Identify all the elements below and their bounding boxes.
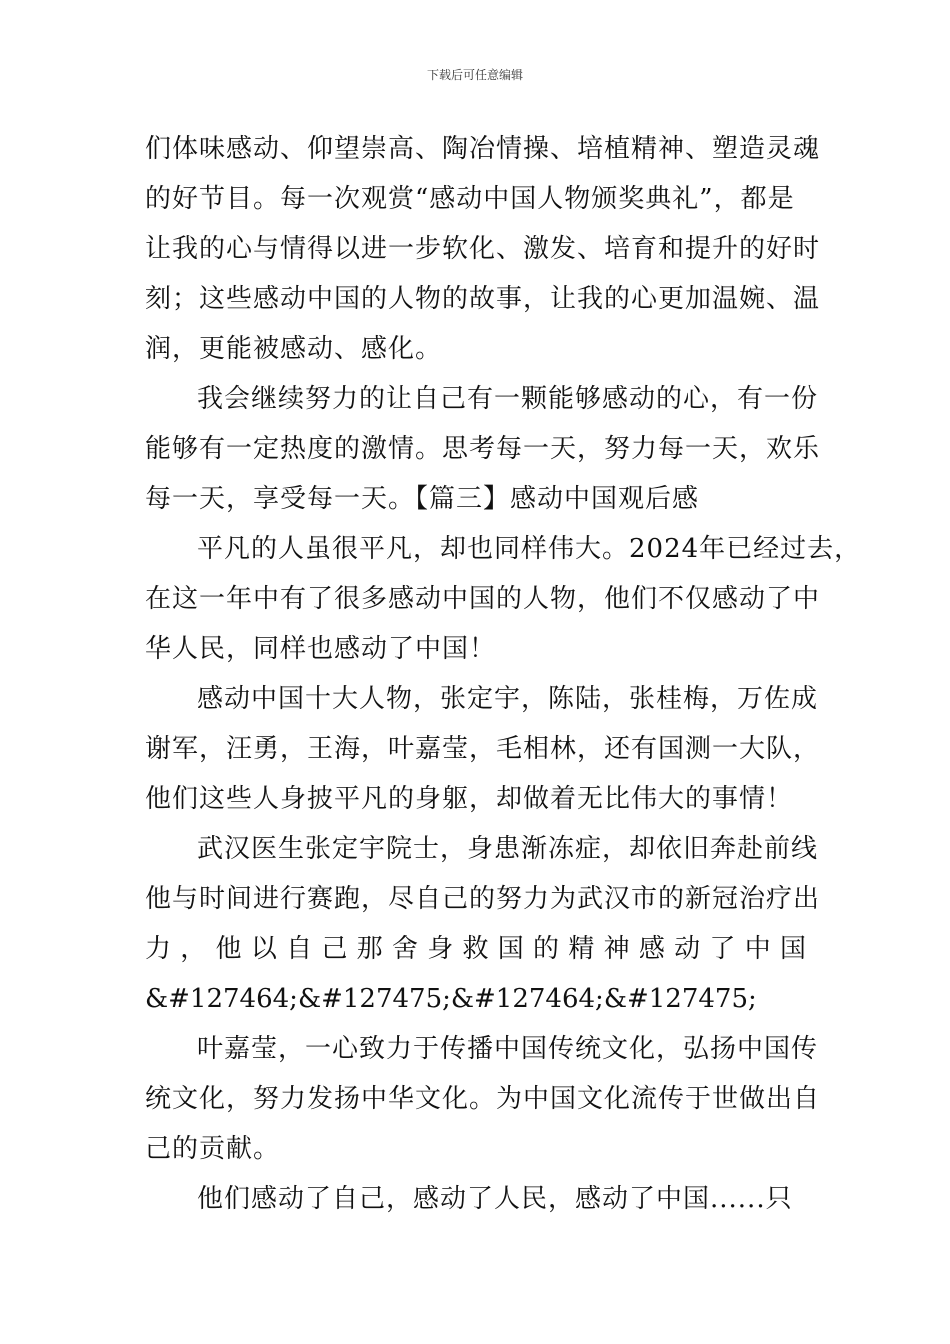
text-line: 刻；这些感动中国的人物的故事，让我的心更加温婉、温 (145, 284, 821, 314)
text-line: 他们这些人身披平凡的身躯，却做着无比伟大的事情！ (145, 784, 794, 814)
page-header: 下载后可任意编辑 (426, 68, 523, 82)
paragraph-first-line: 平凡的人虽很平凡，却也同样伟大。2024年已经过去， (197, 534, 862, 564)
text-line: 们体味感动、仰望崇高、陶冶情操、培植精神、塑造灵魂 (145, 134, 821, 164)
paragraph-first-line: 叶嘉莹，一心致力于传播中国传统文化，弘扬中国传 (197, 1034, 819, 1064)
paragraph-first-line: 他们感动了自己，感动了人民，感动了中国......只 (197, 1184, 793, 1214)
text-line: 谢军，汪勇，王海，叶嘉莹，毛相林，还有国测一大队， (145, 734, 821, 764)
text-line: 他与时间进行赛跑，尽自己的努力为武汉市的新冠治疗出 (145, 884, 821, 914)
text-line: &#127464;&#127475;&#127464;&#127475; (145, 984, 757, 1014)
text-line: 统文化，努力发扬中华文化。为中国文化流传于世做出自 (145, 1084, 821, 1114)
text-line: 的好节目。每一次观赏“感动中国人物颁奖典礼”，都是 (145, 184, 795, 214)
text-line: 让我的心与情得以进一步软化、激发、培育和提升的好时 (145, 234, 821, 264)
text-line: 己的贡献。 (145, 1134, 281, 1164)
text-line: 每一天，享受每一天。【篇三】感动中国观后感 (145, 484, 700, 514)
text-line: 力，他以自己那舍身救国的精神感动了中国 (145, 934, 807, 964)
text-line: 华人民，同样也感动了中国！ (145, 634, 497, 664)
paragraph-first-line: 我会继续努力的让自己有一颗能够感动的心，有一份 (197, 384, 819, 414)
text-line: 在这一年中有了很多感动中国的人物，他们不仅感动了中 (145, 584, 821, 614)
text-line: 润，更能被感动、感化。 (145, 334, 443, 364)
paragraph-first-line: 感动中国十大人物，张定宇，陈陆，张桂梅，万佐成 (197, 684, 819, 714)
text-line: 能够有一定热度的激情。思考每一天，努力每一天，欢乐 (145, 434, 821, 464)
paragraph-first-line: 武汉医生张定宇院士，身患渐冻症，却依旧奔赴前线 (197, 834, 819, 864)
